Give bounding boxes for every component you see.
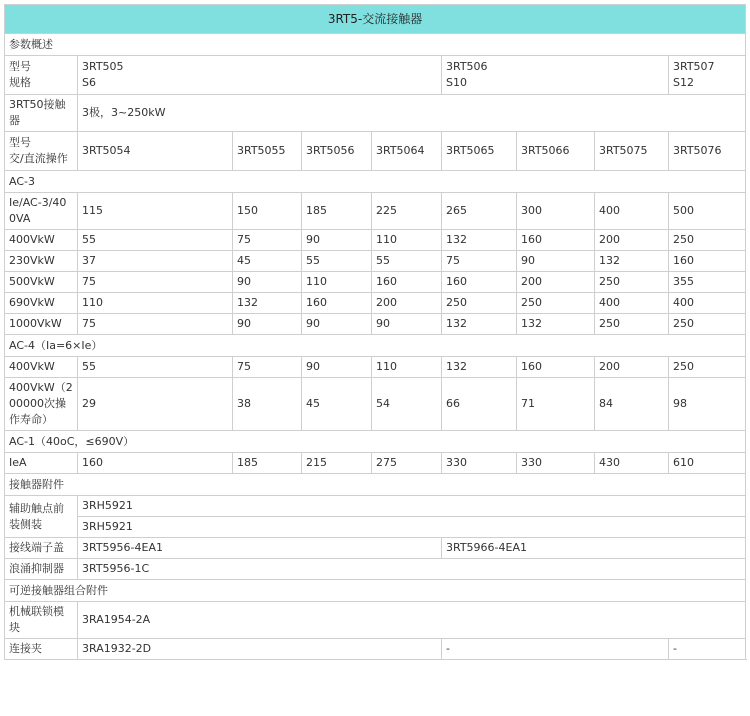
row-label: 400VkW（200000次操作寿命）: [5, 378, 78, 431]
table-cell: 75: [78, 272, 233, 293]
model-group-model: 3RT506: [446, 60, 488, 73]
table-cell: 115: [78, 193, 233, 230]
accessories-row: [5, 474, 746, 496]
table-cell: 71: [517, 378, 595, 431]
ac1-section-row: [5, 431, 746, 453]
table-cell: 300: [517, 193, 595, 230]
interlock-label: 机械联锁模块: [5, 602, 78, 639]
table-cell: 160: [302, 293, 372, 314]
table-cell: 37: [78, 251, 233, 272]
terminal-row: [5, 538, 746, 559]
row-label: 230VkW: [5, 251, 78, 272]
table-cell: 250: [669, 357, 746, 378]
connector-row: [5, 639, 746, 660]
model-header: 3RT5055: [233, 132, 302, 171]
table-cell: 45: [302, 378, 372, 431]
table-row: [5, 272, 746, 293]
model-group-cell: [669, 56, 746, 95]
row-label: 400VkW: [5, 230, 78, 251]
table-cell: 55: [78, 230, 233, 251]
table-cell: 132: [442, 357, 517, 378]
table-row: [5, 293, 746, 314]
table-cell: 90: [302, 230, 372, 251]
connector-value: -: [669, 639, 746, 660]
table-cell: 90: [372, 314, 442, 335]
model-header: 3RT5064: [372, 132, 442, 171]
model-header: 3RT5075: [595, 132, 669, 171]
surge-label: 浪涌抑制器: [5, 559, 78, 580]
table-row: [5, 453, 746, 474]
table-row: [5, 357, 746, 378]
reversing-row: [5, 580, 746, 602]
reversing-label: 可逆接触器组合附件: [5, 580, 746, 602]
table-cell: 132: [517, 314, 595, 335]
row-label: 500VkW: [5, 272, 78, 293]
table-cell: 90: [517, 251, 595, 272]
table-cell: 185: [233, 453, 302, 474]
model-label: 型号: [9, 136, 31, 149]
table-cell: 265: [442, 193, 517, 230]
table-cell: 215: [302, 453, 372, 474]
spec-table: [4, 4, 746, 660]
table-cell: 132: [595, 251, 669, 272]
table-cell: 75: [442, 251, 517, 272]
ac3-section-label: AC-3: [5, 171, 746, 193]
contactor-row: [5, 95, 746, 132]
table-cell: 45: [233, 251, 302, 272]
overview-row: [5, 34, 746, 56]
model-group-spec: S10: [446, 76, 467, 89]
table-cell: 55: [302, 251, 372, 272]
table-cell: 90: [302, 357, 372, 378]
table-row: [5, 378, 746, 431]
table-title: 3RT5-交流接触器: [5, 5, 746, 34]
aux-contact-label: 辅助触点前装侧装: [5, 496, 78, 538]
table-cell: 400: [595, 193, 669, 230]
table-cell: 250: [669, 314, 746, 335]
table-cell: 160: [442, 272, 517, 293]
table-cell: 200: [595, 230, 669, 251]
model-header: 3RT5066: [517, 132, 595, 171]
table-cell: 160: [372, 272, 442, 293]
aux-front-value: 3RH5921: [78, 496, 746, 517]
table-row: [5, 314, 746, 335]
model-header: 3RT5056: [302, 132, 372, 171]
ac4-section-label: AC-4（Ia=6×Ie）: [5, 335, 746, 357]
row-label: 400VkW: [5, 357, 78, 378]
ac3-section-row: [5, 171, 746, 193]
table-cell: 110: [302, 272, 372, 293]
table-cell: 200: [372, 293, 442, 314]
table-cell: 200: [517, 272, 595, 293]
table-cell: 250: [517, 293, 595, 314]
interlock-value: 3RA1954-2A: [78, 602, 746, 639]
table-cell: 330: [442, 453, 517, 474]
interlock-row: [5, 602, 746, 639]
model-group-model: 3RT507: [673, 60, 715, 73]
table-cell: 200: [595, 357, 669, 378]
op-label: 交/直流操作: [9, 152, 68, 165]
table-cell: 132: [233, 293, 302, 314]
table-cell: 55: [372, 251, 442, 272]
table-cell: 400: [595, 293, 669, 314]
overview-label: 参数概述: [5, 34, 746, 56]
table-cell: 185: [302, 193, 372, 230]
table-cell: 110: [78, 293, 233, 314]
table-cell: 250: [442, 293, 517, 314]
terminal-value: 3RT5966-4EA1: [442, 538, 746, 559]
table-cell: 66: [442, 378, 517, 431]
model-group-spec: S6: [82, 76, 96, 89]
terminal-label: 接线端子盖: [5, 538, 78, 559]
table-cell: 55: [78, 357, 233, 378]
table-cell: 75: [233, 357, 302, 378]
table-cell: 75: [78, 314, 233, 335]
model-spec-row: [5, 56, 746, 95]
table-cell: 132: [442, 230, 517, 251]
table-cell: 110: [372, 357, 442, 378]
model-op-label-cell: [5, 132, 78, 171]
model-header: 3RT5065: [442, 132, 517, 171]
aux-front-row: [5, 496, 746, 517]
row-label: 690VkW: [5, 293, 78, 314]
aux-side-row: [5, 517, 746, 538]
surge-value: 3RT5956-1C: [78, 559, 746, 580]
ac4-section-row: [5, 335, 746, 357]
table-cell: 430: [595, 453, 669, 474]
surge-row: [5, 559, 746, 580]
model-group-cell: [78, 56, 442, 95]
table-cell: 160: [517, 357, 595, 378]
model-header: 3RT5054: [78, 132, 233, 171]
table-cell: 250: [595, 314, 669, 335]
table-cell: 160: [669, 251, 746, 272]
table-row: [5, 251, 746, 272]
table-cell: 90: [302, 314, 372, 335]
table-cell: 225: [372, 193, 442, 230]
table-cell: 38: [233, 378, 302, 431]
accessories-label: 接触器附件: [5, 474, 746, 496]
model-label: 型号: [9, 60, 31, 73]
table-cell: 90: [233, 272, 302, 293]
ratings-body: [5, 171, 746, 474]
model-header: 3RT5076: [669, 132, 746, 171]
model-group-spec: S12: [673, 76, 694, 89]
table-row: [5, 230, 746, 251]
table-cell: 150: [233, 193, 302, 230]
accessories-body: [5, 474, 746, 660]
model-group-cell: [442, 56, 669, 95]
table-cell: 110: [372, 230, 442, 251]
connector-value: -: [442, 639, 669, 660]
row-label: 1000VkW: [5, 314, 78, 335]
table-cell: 90: [233, 314, 302, 335]
table-cell: 250: [669, 230, 746, 251]
terminal-value: 3RT5956-4EA1: [78, 538, 442, 559]
model-header-row: [5, 132, 746, 171]
row-label: IeA: [5, 453, 78, 474]
table-cell: 160: [78, 453, 233, 474]
model-spec-label-cell: [5, 56, 78, 95]
table-cell: 500: [669, 193, 746, 230]
table-row: [5, 193, 746, 230]
table-cell: 355: [669, 272, 746, 293]
contactor-value: 3极，3~250kW: [78, 95, 746, 132]
table-cell: 160: [517, 230, 595, 251]
table-cell: 84: [595, 378, 669, 431]
aux-side-value: 3RH5921: [78, 517, 746, 538]
contactor-label: 3RT50接触器: [5, 95, 78, 132]
ac1-section-label: AC-1（40oC，≤690V）: [5, 431, 746, 453]
connector-label: 连接夹: [5, 639, 78, 660]
spec-label: 规格: [9, 76, 31, 89]
table-cell: 250: [595, 272, 669, 293]
table-cell: 610: [669, 453, 746, 474]
table-cell: 400: [669, 293, 746, 314]
table-cell: 75: [233, 230, 302, 251]
table-cell: 29: [78, 378, 233, 431]
title-row: [5, 5, 746, 34]
row-label: Ie/AC-3/400VA: [5, 193, 78, 230]
table-cell: 98: [669, 378, 746, 431]
model-group-model: 3RT505: [82, 60, 124, 73]
connector-value: 3RA1932-2D: [78, 639, 442, 660]
table-cell: 54: [372, 378, 442, 431]
table-cell: 330: [517, 453, 595, 474]
table-cell: 275: [372, 453, 442, 474]
table-cell: 132: [442, 314, 517, 335]
